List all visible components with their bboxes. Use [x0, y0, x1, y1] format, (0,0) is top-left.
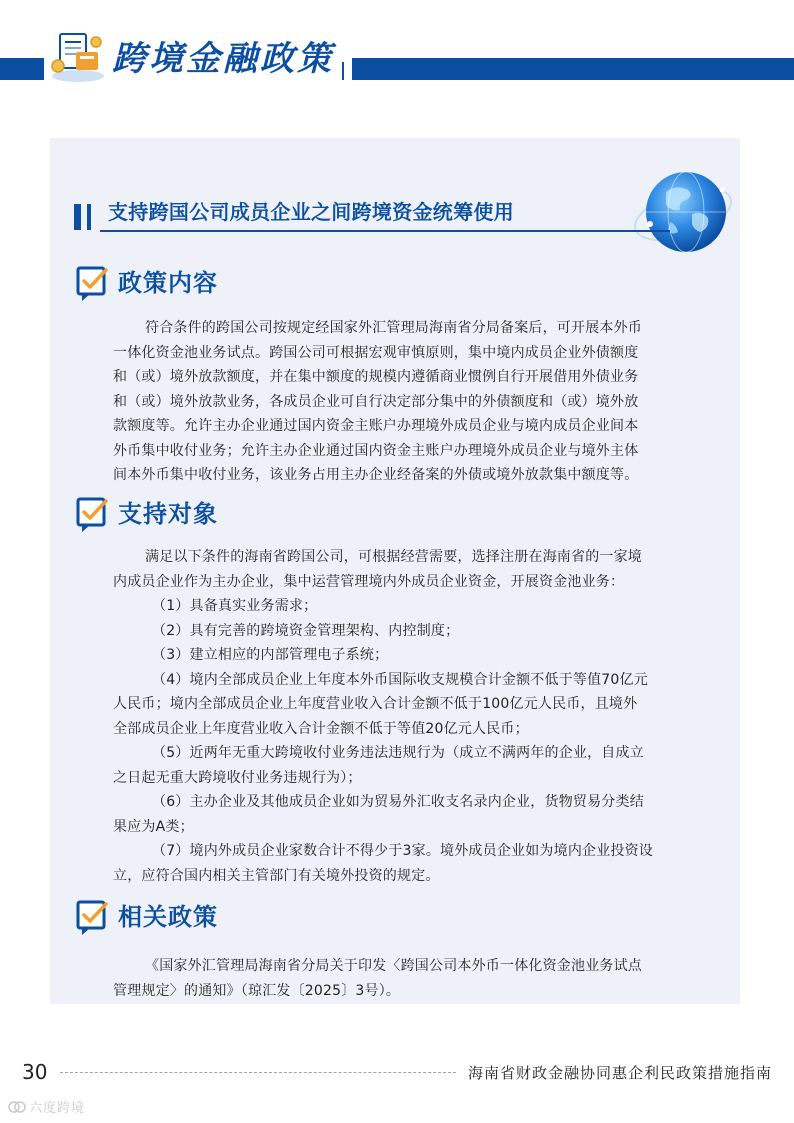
text-line: 外币集中收付业务；允许主办企业通过国内资金主账户办理境外成员企业与境外主体: [113, 442, 639, 459]
section-heading-text: 支持对象: [118, 500, 218, 528]
list-item: （7）境内外成员企业家数合计不得少于3家。境外成员企业如为境内企业投资设: [152, 843, 654, 859]
footer-guide-title: 海南省财政金融协同惠企利民政策措施指南: [468, 1064, 773, 1082]
checkmark-box-icon: [76, 900, 108, 936]
text-line: 管理规定〉的通知》（琼汇发〔2025〕3号）。: [113, 982, 401, 999]
list-item: （2）具有完善的跨境资金管理架构、内控制度；: [152, 622, 460, 639]
header-title: 跨境金融政策: [112, 36, 342, 82]
header-bar-right: [352, 58, 794, 80]
header-bar-left: [0, 58, 44, 80]
related-paragraph: [113, 954, 713, 1003]
text-line: 和（或）境外放款业务，各成员企业可自行决定部分集中的外债额度和（或）境外放: [113, 393, 639, 410]
main-title-text: 支持跨国公司成员企业之间跨境资金统筹使用: [108, 200, 514, 224]
checkmark-box-icon: [76, 266, 108, 302]
list-item-continuation: 人民币；境内全部成员企业上年度营业收入合计金额不低于100亿元人民币，且境外: [113, 696, 638, 712]
text-line: 内成员企业作为主办企业，集中运营管理境内外成员企业资金，开展资金池业务：: [113, 573, 625, 590]
content-paragraph: [113, 316, 713, 488]
watermark-text: 六度跨境: [29, 1101, 86, 1116]
list-item: （5）近两年无重大跨境收付业务违法违规行为（成立不满两年的企业，自成立: [152, 745, 644, 761]
text-line: 间本外币集中收付业务，该业务占用主办企业经备案的外债或境外放款集中额度等。: [113, 467, 639, 483]
watermark-logo-icon: [8, 1100, 26, 1114]
watermark: [8, 1097, 85, 1116]
list-item: （4）境内全部成员企业上年度本外币国际收支规模合计金额不低于等值70亿元: [152, 671, 648, 688]
list-item: （3）建立相应的内部管理电子系统；: [152, 647, 389, 663]
text-line: 一体化资金池业务试点。跨国公司可根据宏观审慎原则，集中境内成员企业外债额度: [113, 344, 639, 361]
list-item-continuation: 之日起无重大跨境收付业务违规行为）；: [113, 769, 362, 786]
title-underline: [100, 230, 670, 232]
section-heading-text: 相关政策: [118, 903, 218, 931]
list-item: （6）主办企业及其他成员企业如为贸易外汇收支名录内企业，货物贸易分类结: [152, 794, 644, 810]
list-item-continuation: 果应为A类；: [113, 818, 194, 835]
text-line: 《国家外汇管理局海南省分局关于印发〈跨国公司本外币一体化资金池业务试点: [145, 958, 642, 974]
list-item-continuation: 全部成员企业上年度营业收入合计金额不低于等值20亿元人民币；: [113, 720, 529, 737]
list-item: （1）具备真实业务需求；: [152, 598, 318, 614]
text-line: 款额度等。允许主办企业通过国内资金主账户办理境外成员企业与境内成员企业间本: [113, 418, 639, 434]
title-bar-decoration: [74, 204, 81, 230]
text-line: 和（或）境外放款额度，并在集中额度的规模内遵循商业惯例自行开展借用外债业务: [113, 369, 639, 385]
title-bar-decoration: [87, 204, 91, 230]
text-line: 符合条件的跨国公司按规定经国家外汇管理局海南省分局备案后，可开展本外币: [145, 320, 642, 336]
section-heading-text: 政策内容: [118, 269, 218, 297]
text-line: 满足以下条件的海南省跨国公司，可根据经营需要，选择注册在海南省的一家境: [145, 549, 642, 565]
list-item-continuation: 立，应符合国内相关主管部门有关境外投资的规定。: [113, 867, 440, 884]
checkmark-box-icon: [76, 497, 108, 533]
target-paragraph: [113, 545, 713, 888]
main-title: [70, 192, 670, 234]
finance-document-icon: [46, 28, 108, 84]
page-number: 30: [22, 1060, 48, 1084]
footer-divider: [60, 1072, 456, 1073]
